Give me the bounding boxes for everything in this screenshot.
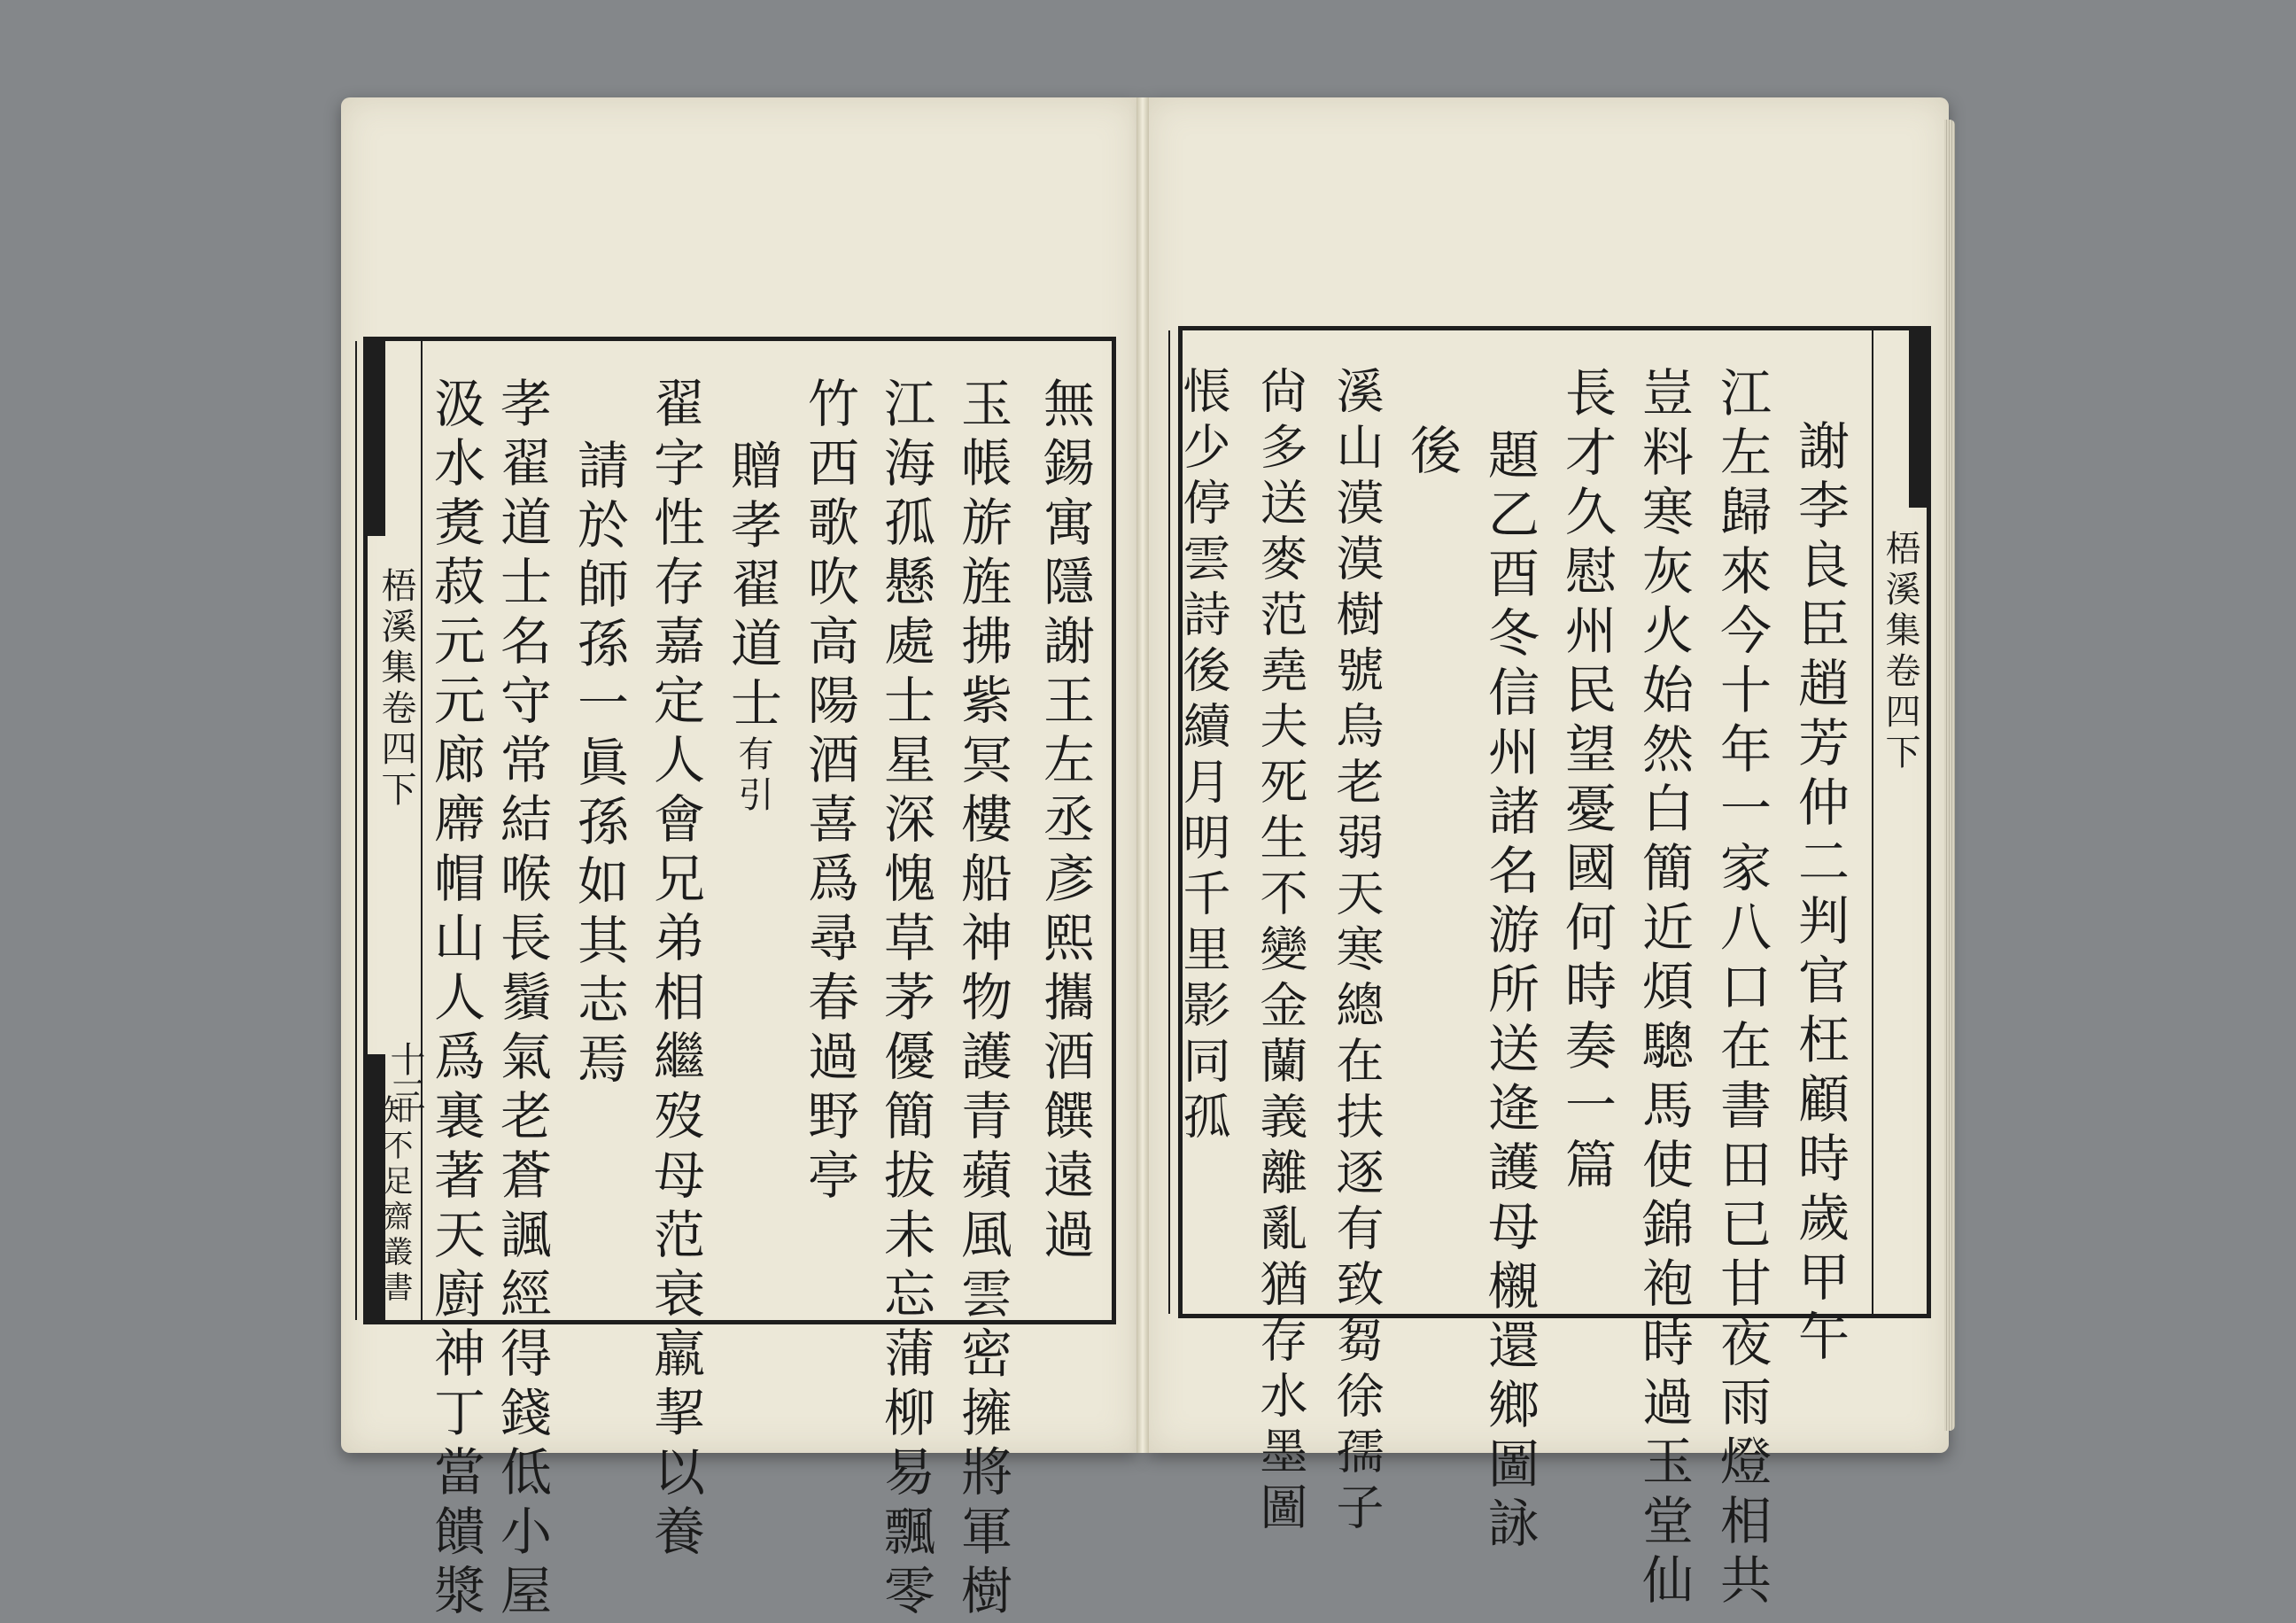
text-column-8: 尙多送麥范堯夫死生不變金蘭義離亂猶存水墨圖 <box>1253 366 1308 1538</box>
right-margin-title: 梧溪集卷四下 <box>1880 530 1920 774</box>
text-column-1: 謝李良臣趙芳仲二判官枉顧時歲甲午 <box>1789 419 1850 1369</box>
text-column-8: 孝翟道士名守常結喉長鬚氣老蒼諷經得錢低小屋 <box>492 377 552 1623</box>
frame-outer-rule <box>355 341 357 1320</box>
printer-mark: 知不足齋叢書 <box>377 1094 413 1307</box>
text-column-2: 江左歸來今十年一家八口在書田已甘夜雨燈相共 <box>1711 366 1772 1612</box>
text-column-7: 請於師孫一眞孫如其志焉 <box>569 439 629 1091</box>
text-column-1: 無錫寓隱謝王左丞彥熙攜酒饌遠過 <box>1035 377 1095 1267</box>
page-edges <box>1944 120 1955 1431</box>
margin-rule <box>421 341 423 1320</box>
text-column-9: 悵少停雲詩後續月明千里影同孤 <box>1175 366 1231 1147</box>
left-margin-title: 梧溪集卷四下 <box>376 567 416 812</box>
text-column-4: 長才久慰州民望憂國何時奏一篇 <box>1556 366 1617 1197</box>
text-column-6: 翟字性存嘉定人會兄弟相繼歿母范衰羸挈以養 <box>645 377 705 1564</box>
text-column-3: 江海孤懸處士星深愧草茅優簡拔未忘蒲柳易飄零 <box>875 377 935 1623</box>
text-column-2: 玉帳旂旌拂紫冥樓船神物護青蘋風雲密擁將軍樹 <box>952 377 1012 1623</box>
text-column-9: 汲水煑菽元元廊廗帽山人爲裏著天廚神丁當饋漿 <box>425 377 485 1623</box>
frame-outer-rule <box>1168 330 1170 1314</box>
fish-tail-mark-top <box>368 341 385 536</box>
left-page-number: 十三 <box>384 1041 425 1112</box>
poem-title-note: 有引 <box>733 735 773 817</box>
poem-title: 贈孝翟道士 <box>722 439 782 735</box>
text-column-7: 溪山漠漠樹號烏老弱天寒總在扶逐有致芻徐孺子 <box>1329 366 1385 1538</box>
text-column-4: 竹西歌吹高陽酒喜爲尋春過野亭 <box>799 377 859 1208</box>
poem-title: 題乙酉冬信州諸名游所送逄護母櫬還鄉圖詠 <box>1479 428 1540 1556</box>
book-spine <box>1136 97 1149 1453</box>
left-text-frame <box>363 337 1116 1623</box>
text-column-3: 豈料寒灰火始然白簡近煩驄馬使錦袍時過玉堂仙 <box>1633 366 1694 1612</box>
fish-tail-mark-top <box>1909 330 1927 508</box>
right-text-frame <box>1175 326 1931 1612</box>
margin-rule <box>1872 330 1873 1314</box>
poem-title-continued: 後 <box>1401 423 1462 483</box>
